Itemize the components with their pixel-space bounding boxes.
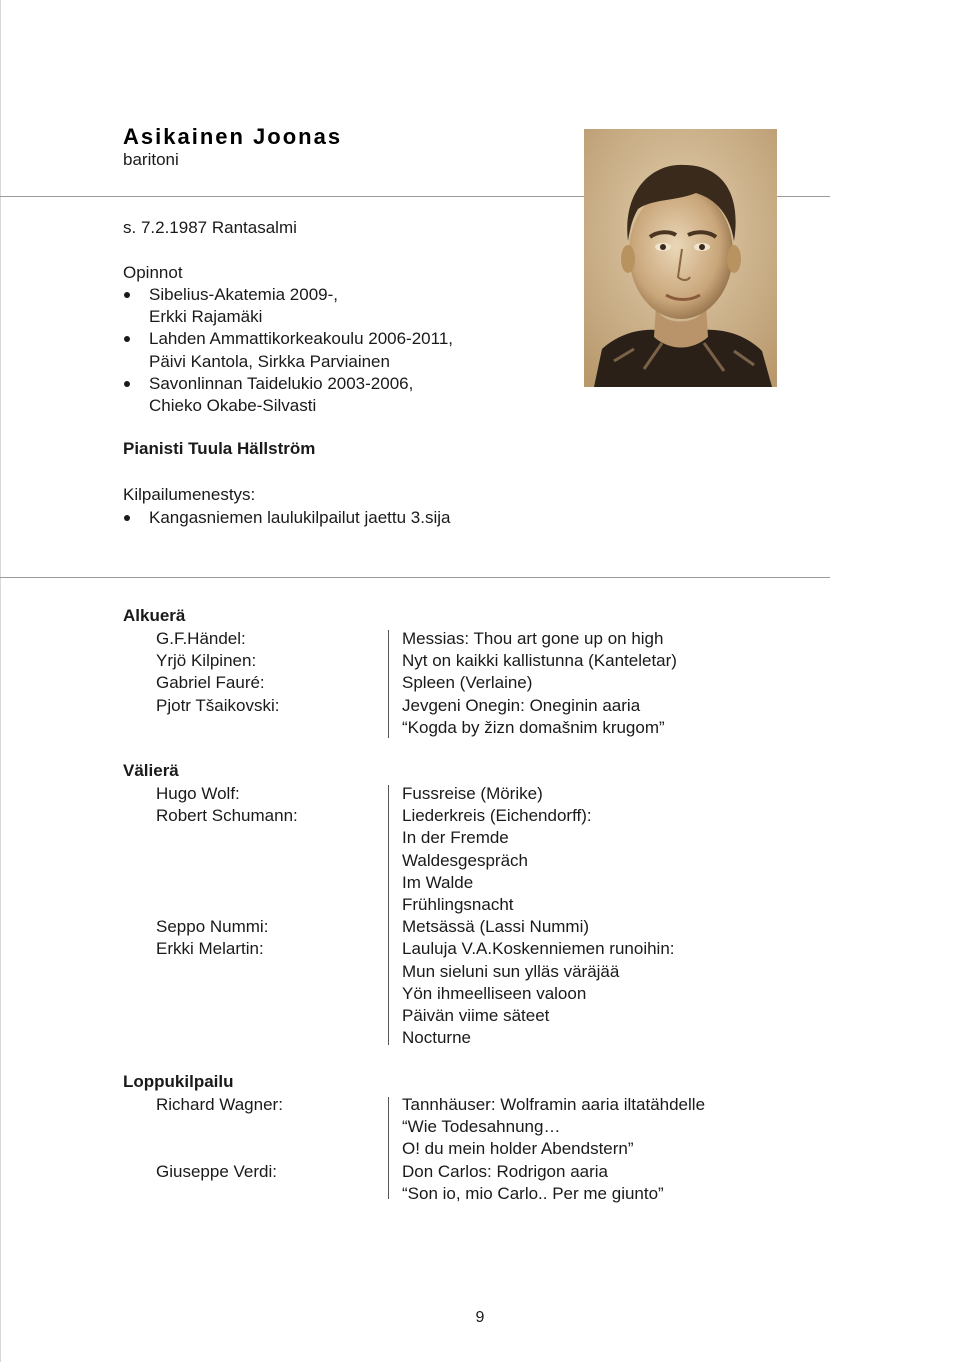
composer: Erkki Melartin: — [156, 939, 264, 959]
first-composers — [156, 628, 279, 717]
education-title: Opinnot — [123, 263, 183, 282]
final-composer-a — [156, 1094, 283, 1116]
first-works — [402, 628, 677, 739]
school-name: Sibelius-Akatemia 2009-, — [149, 285, 338, 304]
composer: Giuseppe Verdi: — [156, 1162, 277, 1181]
work: Spleen (Verlaine) — [402, 673, 533, 693]
page-number: 9 — [475, 1309, 485, 1326]
work: Waldesgespräch — [402, 850, 528, 870]
work: Tannhäuser: Wolframin aaria iltatähdelle — [402, 1095, 706, 1114]
work: Metsässä (Lassi Nummi) — [402, 917, 590, 937]
work: Fussreise (Mörike) — [402, 784, 543, 803]
semi-composers-a — [156, 783, 298, 827]
final-composer-b — [156, 1161, 277, 1183]
portrait-photo — [584, 129, 777, 387]
voice-type: baritoni — [123, 150, 179, 169]
education-item — [123, 373, 453, 417]
work: Im Walde — [402, 872, 474, 892]
teacher-names: Päivi Kantola, Sirkka Parviainen — [149, 351, 390, 371]
school-name: Savonlinnan Taidelukio 2003-2006, — [149, 373, 414, 393]
school-name: Lahden Ammattikorkeakoulu 2006-2011, — [149, 329, 453, 349]
page-edge — [0, 0, 1, 1362]
work: Don Carlos: Rodrigon aaria — [402, 1161, 608, 1181]
composer: G.F.Händel: — [156, 629, 246, 648]
section-rule — [0, 577, 830, 578]
birth-info: s. 7.2.1987 Rantasalmi — [123, 218, 297, 237]
round-title-final: Loppukilpailu — [123, 1072, 234, 1091]
semi-works — [402, 783, 675, 1049]
singer-name: Asikainen Joonas — [123, 124, 343, 149]
competition-item: Kangasniemen laulukilpailut jaettu 3.sija — [123, 507, 450, 529]
composer: Hugo Wolf: — [156, 784, 240, 803]
composer: Yrjö Kilpinen: — [156, 651, 257, 671]
work: Lauluja V.A.Koskenniemen runoihin: — [402, 939, 675, 959]
composer: Richard Wagner: — [156, 1095, 283, 1114]
teacher-names: Erkki Rajamäki — [149, 307, 263, 327]
divider-line — [388, 785, 389, 1045]
education-list — [123, 284, 453, 417]
portrait-icon — [584, 129, 777, 387]
work: Nocturne — [402, 1028, 471, 1048]
round-title-first: Alkuerä — [123, 606, 186, 625]
composer: Gabriel Fauré: — [156, 673, 265, 693]
work: O! du mein holder Abendstern” — [402, 1139, 634, 1159]
pianist: Pianisti Tuula Hällström — [123, 439, 316, 458]
competitions-title: Kilpailumenestys: — [123, 485, 256, 504]
competitions-list — [123, 507, 450, 529]
final-works — [402, 1094, 705, 1205]
work: Nyt on kaikki kallistunna (Kanteletar) — [402, 651, 677, 671]
work: Mun sieluni sun ylläs väräjää — [402, 961, 620, 981]
work: Yön ihmeelliseen valoon — [402, 983, 587, 1003]
divider-line — [388, 630, 389, 738]
work: “Wie Todesahnung… — [402, 1117, 561, 1137]
composer: Robert Schumann: — [156, 806, 298, 826]
education-item — [123, 328, 453, 372]
work: Messias: Thou art gone up on high — [402, 629, 664, 648]
work: “Son io, mio Carlo.. Per me giunto” — [402, 1183, 664, 1203]
education-item — [123, 284, 453, 328]
work: Liederkreis (Eichendorff): — [402, 806, 592, 826]
work: In der Fremde — [402, 828, 509, 848]
divider-line — [388, 1097, 389, 1199]
teacher-names: Chieko Okabe-Silvasti — [149, 396, 317, 416]
work: Jevgeni Onegin: Oneginin aaria — [402, 695, 641, 715]
work: “Kogda by žizn domašnim krugom” — [402, 717, 665, 737]
work: Päivän viime säteet — [402, 1006, 550, 1026]
composer: Seppo Nummi: — [156, 917, 269, 936]
work: Frühlingsnacht — [402, 895, 514, 915]
semi-composers-b — [156, 916, 268, 960]
composer: Pjotr Tšaikovski: — [156, 695, 280, 715]
round-title-semi: Välierä — [123, 761, 179, 780]
